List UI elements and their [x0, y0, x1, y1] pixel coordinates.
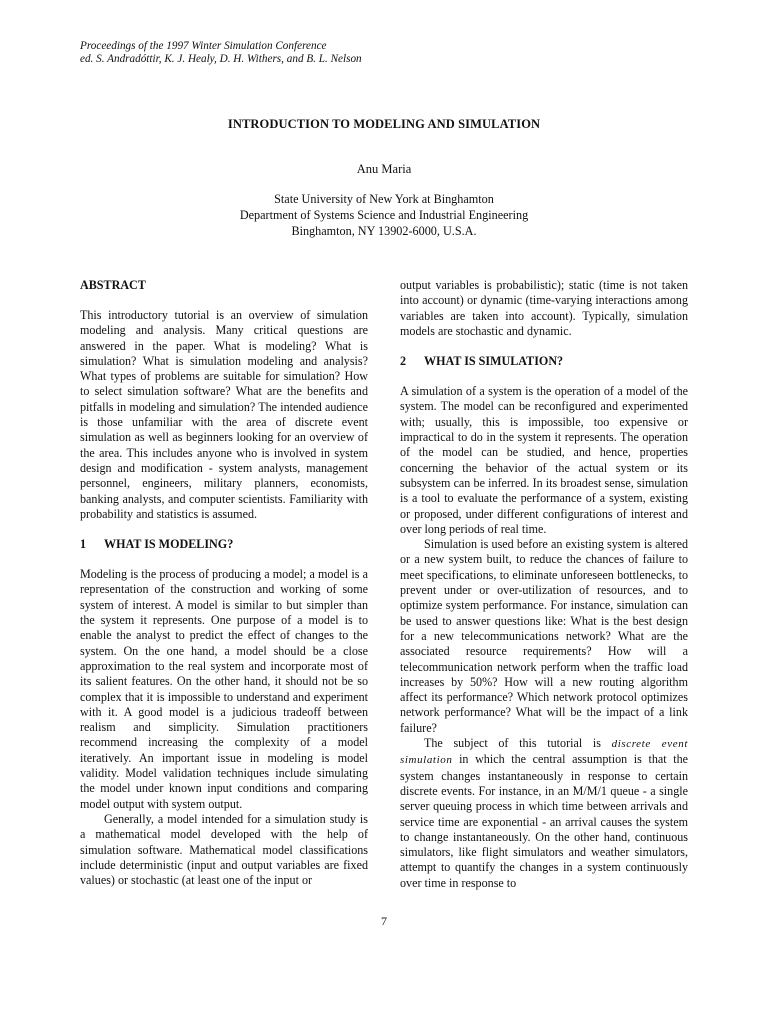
discrete-event-simulation-term: discrete event simulation: [400, 738, 688, 767]
affiliation-line-2: Department of Systems Science and Industrial Engineering: [239, 208, 529, 222]
abstract-text: This introductory tutorial is an overview of simulation modeling and analysis. Many critical questions are answered in the paper. What is modeling? What is simulation? What is simulation modeling and analysis? What types of problems are suitable for simulation? How to select simulation software? What are the benefits and pitfalls in modeling and simulation? The intended audience is those unfamiliar with the area of discrete event simulation as well as beginners looking for an overview of the area. This includes anyone who is involved in system design and modification - system analysts, management personnel, engineers, military planners, economists, banking analysts, and computer scientists. Familiarity with probability and statistics is assumed.: [80, 308, 368, 521]
section-2-paragraph-3-start: The subject of this tutorial is: [424, 736, 601, 751]
proceedings-header: [80, 40, 700, 66]
section-2-paragraph-3-rest: in which the central assumption is that the system changes instantaneously in response to certain discrete events. For instance, in an M/M/1 queue - a single server queuing process in which time between arrivals and service time are exponential - an arrival causes the system to change instantaneously. On the other hand, continuous simulators, like flight simulators and weather simulators, attempt to quantify the changes in a system continuously over time in response to: [400, 752, 688, 890]
section-1-heading: [80, 537, 368, 552]
author-name: Anu Maria: [356, 162, 412, 176]
section-2-number: 2: [400, 354, 407, 369]
left-column: [80, 278, 368, 888]
section-1-paragraph-2: Generally, a model intended for a simulation study is a mathematical model developed with the help of simulation software. Mathematical model classifications include deterministic (input and output variables are fixed values) or stochastic (at least one of the input or: [80, 811, 368, 888]
proceedings-line-2: ed. S. Andradóttir, K. J. Healy, D. H. Withers, and B. L. Nelson: [80, 53, 362, 65]
paper-title: INTRODUCTION TO MODELING AND SIMULATION: [227, 117, 541, 131]
section-1-title: WHAT IS MODELING?: [104, 537, 234, 552]
section-2-paragraph-1: A simulation of a system is the operation of a model of the system. The model can be reconfigured and experimented with; usually, this is impossible, too expensive or impractical to do in the system it represents. The operation of the model can be studied, and hence, properties concerning the behavior of the actual system or its subsystem can be inferred. In its broadest sense, simulation is a tool to evaluate the performance of a system, existing or proposed, under different configurations of interest and over long periods of real time.: [400, 384, 688, 536]
section-1-paragraph-2-continued: output variables is probabilistic); static (time is not taken into account) or dynamic (time-varying interactions among variables are taken into account). Typically, simulation models are stochastic and dynamic.: [400, 278, 688, 338]
proceedings-line-1: Proceedings of the 1997 Winter Simulation Conference: [80, 40, 327, 52]
page-number: 7: [381, 914, 387, 928]
section-1-paragraph-1: Modeling is the process of producing a model; a model is a representation of the construction and working of some system of interest. A model is similar to but simpler than the system it represents. One purpose of a model is to enable the analyst to predict the effect of changes to the system. On the one hand, a model should be a close approximation to the real system and incorporate most of its salient features. On the other hand, it should not be so complex that it is impossible to understand and experiment with it. A good model is a judicious tradeoff between realism and simplicity. Simulation practitioners recommend increasing the complexity of a model iteratively. An important issue in modeling is model validity. Model validation techniques include simulating the model under known input conditions and comparing model output with system output.: [80, 567, 368, 811]
section-2-heading: [400, 354, 688, 369]
section-2-paragraph-2: Simulation is used before an existing system is altered or a new system built, to reduce the chances of failure to meet specifications, to eliminate unforeseen bottlenecks, to prevent under or over-utilization of resources, and to optimize system performance. For instance, simulation can be used to answer questions like: What is the best design for a new telecommunications network? What are the associated resource requirements? How will a telecommunication network perform when the traffic load increases by 50%? How will a new routing algorithm affect its performance? Which network protocol optimizes network performance? What will be the impact of a link failure?: [400, 537, 688, 735]
affiliation-line-1: State University of New York at Binghamton: [274, 192, 494, 206]
section-2-title: WHAT IS SIMULATION?: [424, 354, 564, 369]
section-1-number: 1: [80, 537, 87, 552]
right-column: [400, 278, 688, 891]
abstract-heading: ABSTRACT: [80, 278, 146, 292]
affiliation-line-3: Binghamton, NY 13902-6000, U.S.A.: [291, 224, 477, 238]
affiliation: [0, 191, 768, 239]
section-2-paragraph-3: [400, 736, 688, 891]
